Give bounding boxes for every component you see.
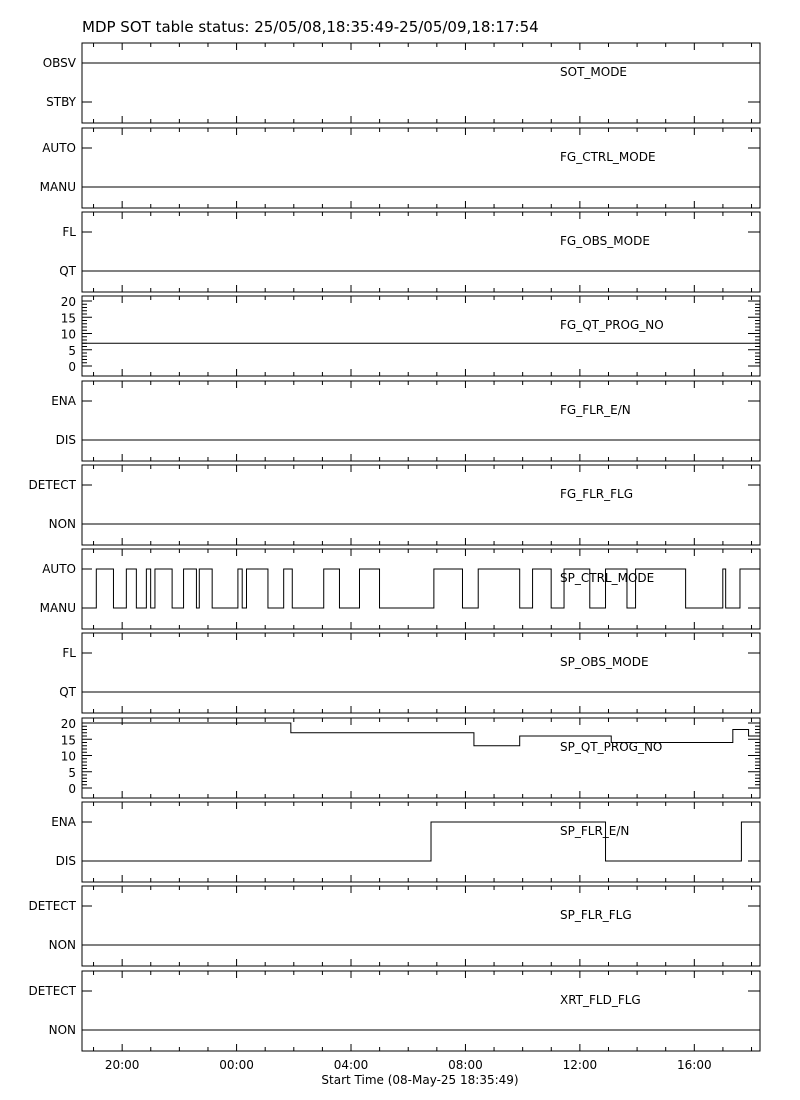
y-tick-label: QT bbox=[59, 264, 76, 278]
panel bbox=[29, 971, 760, 1051]
y-tick-label: 5 bbox=[68, 343, 76, 358]
y-tick-label: STBY bbox=[46, 95, 76, 109]
y-tick-label: AUTO bbox=[42, 141, 76, 155]
series-label: SOT_MODE bbox=[560, 65, 628, 79]
y-tick-label: 15 bbox=[60, 311, 76, 326]
y-tick-label: DIS bbox=[55, 433, 76, 447]
panels bbox=[29, 43, 760, 1051]
series-label: FG_CTRL_MODE bbox=[560, 150, 656, 164]
y-tick-label: DETECT bbox=[28, 478, 76, 492]
y-tick-label: 5 bbox=[68, 765, 76, 780]
series-label: SP_QT_PROG_NO bbox=[560, 740, 663, 754]
y-tick-label: ENA bbox=[51, 394, 76, 408]
y-tick-label: OBSV bbox=[42, 56, 76, 70]
series-line bbox=[82, 723, 760, 746]
panel-frame bbox=[82, 381, 760, 461]
series-line bbox=[82, 822, 760, 861]
panel-frame bbox=[82, 128, 760, 208]
panel-frame bbox=[82, 296, 760, 376]
y-tick-label: ENA bbox=[51, 815, 76, 829]
panel bbox=[40, 549, 760, 629]
x-tick-label: 12:00 bbox=[562, 1058, 598, 1072]
panel bbox=[59, 633, 760, 713]
panel-frame bbox=[82, 633, 760, 713]
y-tick-label: MANU bbox=[39, 180, 76, 194]
y-tick-label: 20 bbox=[60, 717, 76, 731]
y-tick-label: DETECT bbox=[28, 899, 76, 913]
panel-frame bbox=[82, 718, 760, 798]
y-tick-label: 10 bbox=[60, 327, 76, 342]
x-tick-label: 16:00 bbox=[677, 1058, 712, 1072]
series-label: SP_CTRL_MODE bbox=[560, 571, 655, 585]
x-tick-label: 20:00 bbox=[104, 1058, 140, 1072]
series-label: FG_FLR_FLG bbox=[560, 487, 634, 501]
chart-title: MDP SOT table status: 25/05/08,18:35:49-25/05/09,18:17:54 bbox=[82, 18, 539, 36]
series-label: SP_FLR_FLG bbox=[560, 908, 632, 922]
panel bbox=[29, 886, 760, 966]
series-label: SP_OBS_MODE bbox=[560, 655, 649, 669]
y-tick-label: FL bbox=[62, 225, 76, 239]
y-tick-label: AUTO bbox=[42, 562, 76, 576]
panel bbox=[51, 802, 760, 882]
x-tick-label: 04:00 bbox=[333, 1058, 369, 1072]
y-tick-label: QT bbox=[59, 685, 76, 699]
y-tick-label: NON bbox=[48, 938, 76, 952]
y-tick-label: 0 bbox=[68, 782, 76, 796]
series-line bbox=[82, 569, 760, 608]
y-tick-label: 0 bbox=[68, 360, 76, 374]
panel-frame bbox=[82, 43, 760, 123]
y-tick-label: 20 bbox=[60, 295, 76, 309]
panel-frame bbox=[82, 802, 760, 882]
panel-frame bbox=[82, 465, 760, 545]
panel bbox=[59, 212, 760, 292]
y-tick-label: 10 bbox=[60, 749, 76, 764]
x-axis-label: Start Time (08-May-25 18:35:49) bbox=[321, 1073, 519, 1087]
y-tick-label: 15 bbox=[60, 733, 76, 748]
y-tick-label: DIS bbox=[55, 854, 76, 868]
y-tick-label: NON bbox=[48, 517, 76, 531]
panel bbox=[29, 465, 760, 545]
panel bbox=[40, 128, 760, 208]
panel bbox=[61, 717, 760, 798]
series-label: SP_FLR_E/N bbox=[560, 824, 630, 838]
series-label: FG_QT_PROG_NO bbox=[560, 318, 664, 332]
panel bbox=[61, 295, 760, 376]
panel bbox=[51, 381, 760, 461]
y-tick-label: NON bbox=[48, 1023, 76, 1037]
panel-frame bbox=[82, 886, 760, 966]
y-tick-label: MANU bbox=[39, 601, 76, 615]
panel-frame bbox=[82, 971, 760, 1051]
panel bbox=[43, 43, 760, 123]
x-axis bbox=[105, 1058, 712, 1072]
x-tick-label: 08:00 bbox=[448, 1058, 483, 1072]
series-label: XRT_FLD_FLG bbox=[560, 993, 641, 1007]
y-tick-label: DETECT bbox=[28, 984, 76, 998]
y-tick-label: FL bbox=[62, 646, 76, 660]
series-label: FG_FLR_E/N bbox=[560, 403, 631, 417]
series-label: FG_OBS_MODE bbox=[560, 234, 650, 248]
panel-frame bbox=[82, 212, 760, 292]
x-tick-label: 00:00 bbox=[219, 1058, 254, 1072]
